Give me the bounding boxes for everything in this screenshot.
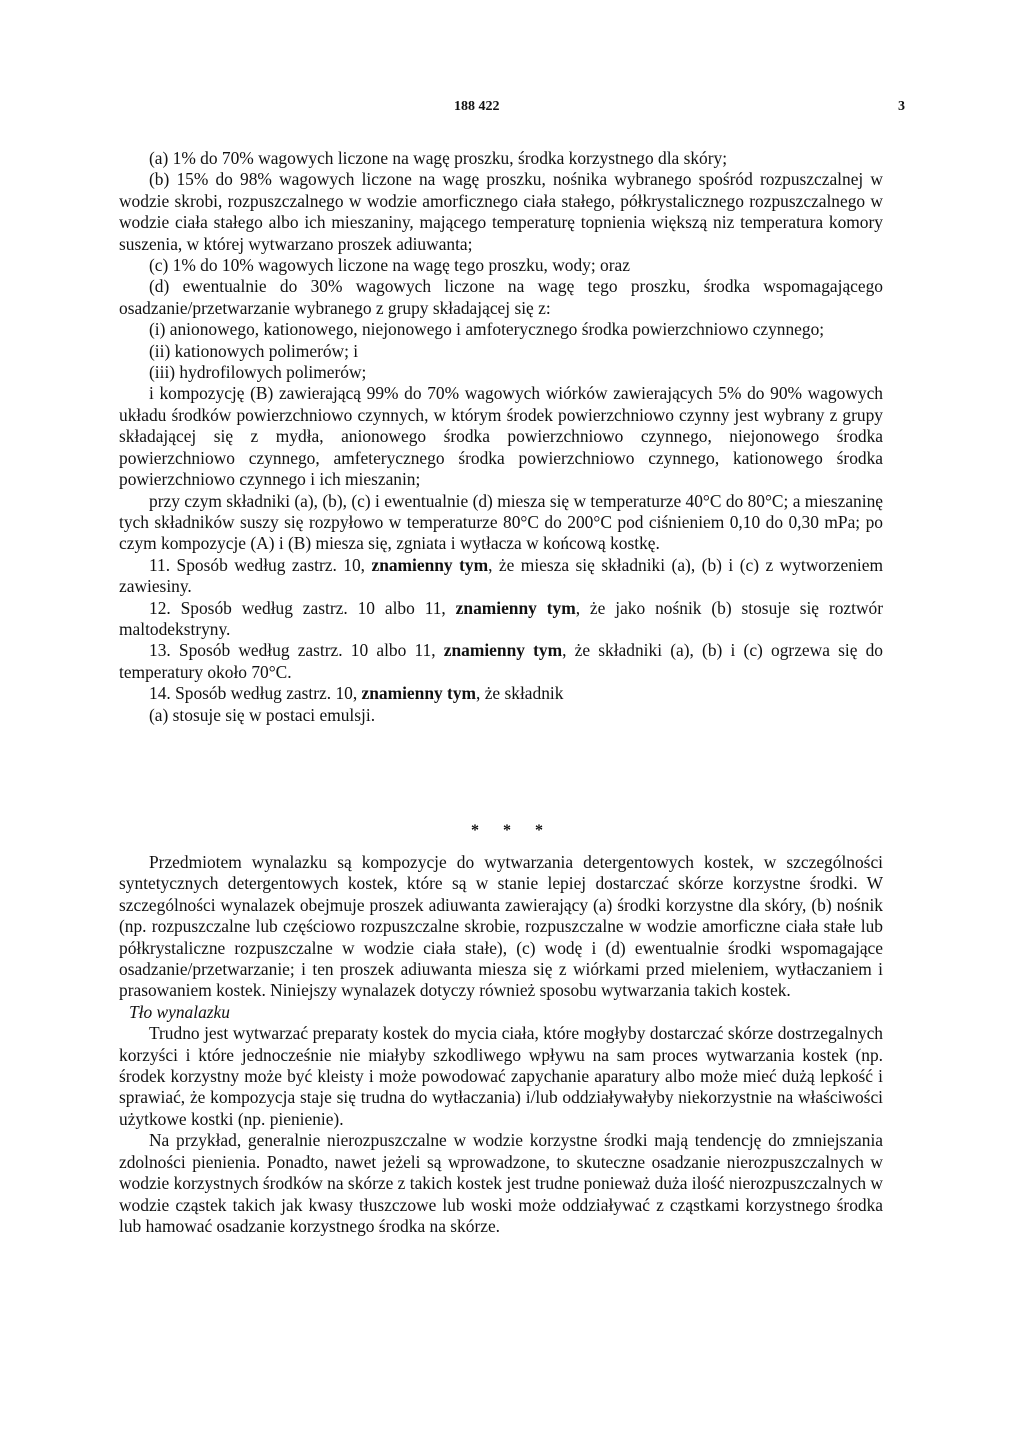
description-intro: Przedmiotem wynalazku są kompozycje do wytwarzania detergentowych kostek, w szczególności syntetycznych detergentowych kostek, które są w stanie lepiej dostarczać skórze korzystne środki. W szczególności wynalazek obejmuje proszek adiuwanta zawierający (a) środki korzystne dla skóry, (b) nośnik (np. rozpuszczalne lub częściowo rozpuszczalne skrobie, rozpuszczalne w wodzie amorficzne ciała stałe lub półkrystaliczne rozpuszczalne w wodzie ciała stałe), (c) wodę i (d) ewentualnie środki wspomagające osadzanie/przetwarzanie; i ten proszek adiuwanta miesza się z wiórkami przed mieleniem, wytłaczaniem i prasowaniem kostek. Niniejszy wynalazek dotyczy również sposobu wytwarzania takich kostek.	[119, 852, 883, 1001]
claim-11-keyword: znamienny tym	[371, 554, 489, 575]
claim-item-ii: (ii) kationowych polimerów; i	[149, 340, 359, 361]
patent-number: 188 422	[454, 99, 500, 114]
claim-14-continuation: (a) stosuje się w postaci emulsji.	[149, 704, 376, 725]
claim-12-keyword: znamienny tym	[455, 597, 576, 618]
claim-12-body: , że jako nośnik (b) stosuje się roztwór maltodekstryny.	[119, 597, 883, 639]
claim-11	[119, 555, 883, 598]
claim-14	[119, 683, 883, 704]
claim-12-lead: 12. Sposób według zastrz. 10 albo 11,	[149, 597, 456, 618]
claim-process-conditions: przy czym składniki (a), (b), (c) i ewentualnie (d) miesza się w temperaturze 40°C do 80°C; a mieszaninę tych składników suszy się rozpyłowo w temperaturze 80°C do 200°C pod ciśnieniem 0,10 do 0,30 mPa; po czym kompozycje (A) i (B) miesza się, zgniata i wytłacza w końcową kostkę.	[119, 490, 883, 554]
claim-composition-b: i kompozycję (B) zawierającą 99% do 70% wagowych wiórków zawierających 5% do 90% wagowych układu środków powierzchniowo czynnych, w którym środek powierzchniowo czynny jest wybrany z grupy składającej się z mydła, anionowego środka powierzchniowo czynnego, niejonowego środka powierzchniowo czynnego, amfeterycznego środka powierzchniowo czynnego, kationowego środka powierzchniowo czynnego i ich mieszanin;	[119, 383, 883, 490]
claim-item-a: (a) 1% do 70% wagowych liczone na wagę proszku, środka korzystnego dla skóry;	[149, 148, 728, 168]
claim-item-d: (d) ewentualnie do 30% wagowych liczone na wagę tego proszku, środka wspomagającego osadzanie/przetwarzanie wybranego z grupy składającej się z:	[119, 276, 883, 318]
page-number: 3	[898, 99, 905, 114]
claim-14-lead: 14. Sposób według zastrz. 10,	[149, 683, 362, 704]
claim-12	[119, 598, 883, 641]
claim-13	[119, 640, 883, 683]
claim-13-lead: 13. Sposób według zastrz. 10 albo 11,	[149, 640, 444, 661]
section-heading-background: Tło wynalazku	[129, 1001, 230, 1022]
background-paragraph-1: Trudno jest wytwarzać preparaty kostek do mycia ciała, które mogłyby dostarczać skórze dostrzegalnych korzyści i które jednocześnie nie miałyby szkodliwego wpływu na sam proces wytwarzania kostek (np. środek korzystny może być kleisty i może powodować zapychanie aparatury albo może mieć dużą lepkość i sprawiać, że kompozycja staje się trudna do wytłaczania) i/lub oddziaływałyby niekorzystnie na właściwości użytkowe kostki (np. pienienie).	[119, 1023, 883, 1129]
section-separator: * * *	[471, 822, 553, 839]
claim-item-iii: (iii) hydrofilowych polimerów;	[149, 362, 367, 383]
claim-11-body: , że miesza się składniki (a), (b) i (c) z wytworzeniem zawiesiny.	[119, 554, 883, 597]
claims-section	[119, 148, 883, 726]
claim-item-b: (b) 15% do 98% wagowych liczone na wagę proszku, nośnika wybranego spośród rozpuszczalnej w wodzie skrobi, rozpuszczalnego w wodzie amorficznego ciała stałego, półkrystalicznego rozpuszczalnego w wodzie ciała stałego albo ich mieszaniny, mającego temperaturę topnienia większą niz temperatura komory suszenia, w której wytwarzano proszek adiuwanta;	[119, 169, 883, 254]
claim-13-keyword: znamienny tym	[443, 640, 563, 661]
background-paragraph-2: Na przykład, generalnie nierozpuszczalne w wodzie korzystne środki mają tendencję do zmniejszania zdolności pienienia. Ponadto, nawet jeżeli są wprowadzone, to skuteczne osadzanie nierozpuszczalnych w wodzie korzystnych środków na skórze z takich kostek jest trudne ponieważ duża ilość nierozpuszczalnych w wodzie cząstek takich jak kwasy tłuszczowe lub woski może oddziaływać z cząstkami korzystnego środka lub hamować osadzanie korzystnego środka na skórze.	[119, 1130, 883, 1236]
claim-13-body: , że składniki (a), (b) i (c) ogrzewa się do temperatury około 70°C.	[119, 640, 883, 682]
claim-item-c: (c) 1% do 10% wagowych liczone na wagę tego proszku, wody; oraz	[149, 255, 630, 276]
description-section	[119, 852, 883, 1237]
claim-14-body: , że składnik	[476, 683, 564, 704]
claim-14-keyword: znamienny tym	[361, 683, 477, 704]
claim-item-i: (i) anionowego, kationowego, niejonowego i amfoterycznego środka powierzchniowo czynnego;	[149, 319, 825, 340]
claim-11-lead: 11. Sposób według zastrz. 10,	[149, 554, 372, 575]
